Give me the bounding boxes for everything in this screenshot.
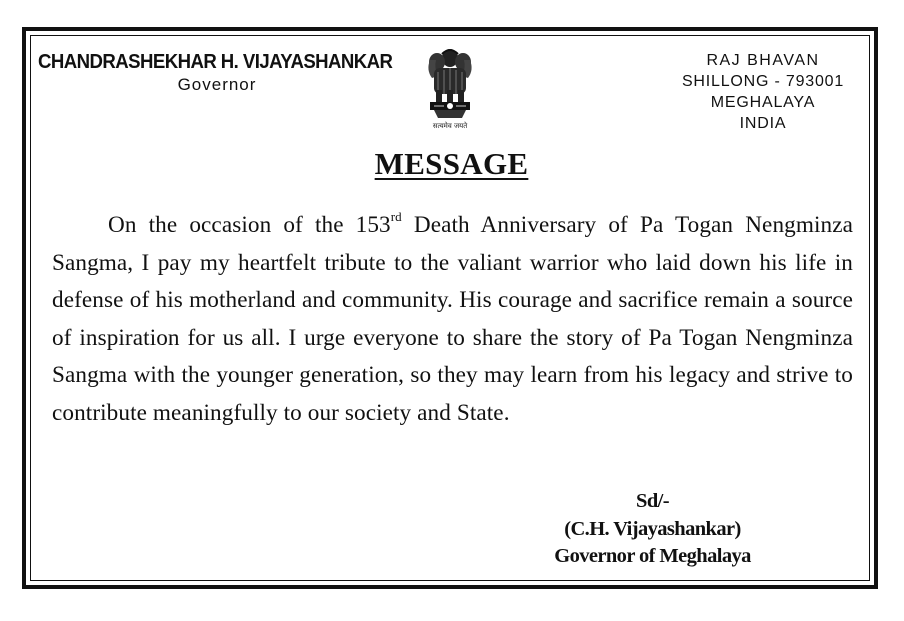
message-heading: MESSAGE [374,146,529,181]
message-text-part-1: On the occasion of the 153 [108,212,391,238]
sender-title: Governor [177,75,257,94]
national-emblem-icon [420,46,480,132]
sender-block [38,50,400,96]
message-text-part-2: Death Anniversary of Pa Togan Nengminza Sangma, I pay my heartfelt tribute to the valiant warrior who laid down his life in defense of his motherland and community. His courage and sacrifice remain a source of inspiration for us all. I urge everyone to share the story of Pa Togan Nengminza Sangma with the younger generation, so they may learn from his legacy and strive to contribute meaningfully to our society and State. [52,212,853,426]
signature-name: (C.H. Vijayashankar) [564,517,741,540]
address-line-3: MEGHALAYA [710,94,816,111]
address-block [668,50,858,134]
ordinal-suffix: rd [390,209,402,224]
message-heading-container [0,146,904,182]
sender-name: CHANDRASHEKHAR H. VIJAYASHANKAR [38,51,393,73]
address-line-4: INDIA [739,115,787,132]
address-line-1: RAJ BHAVAN [706,52,820,69]
signature-block [505,488,800,571]
signature-designation: Governor of Meghalaya [554,545,751,567]
address-line-2: SHILLONG - 793001 [681,73,845,90]
emblem-graphic [420,46,480,132]
emblem-caption: सत्यमेव जयते [432,122,468,130]
message-body [52,207,853,433]
signature-sd: Sd/- [636,490,669,512]
